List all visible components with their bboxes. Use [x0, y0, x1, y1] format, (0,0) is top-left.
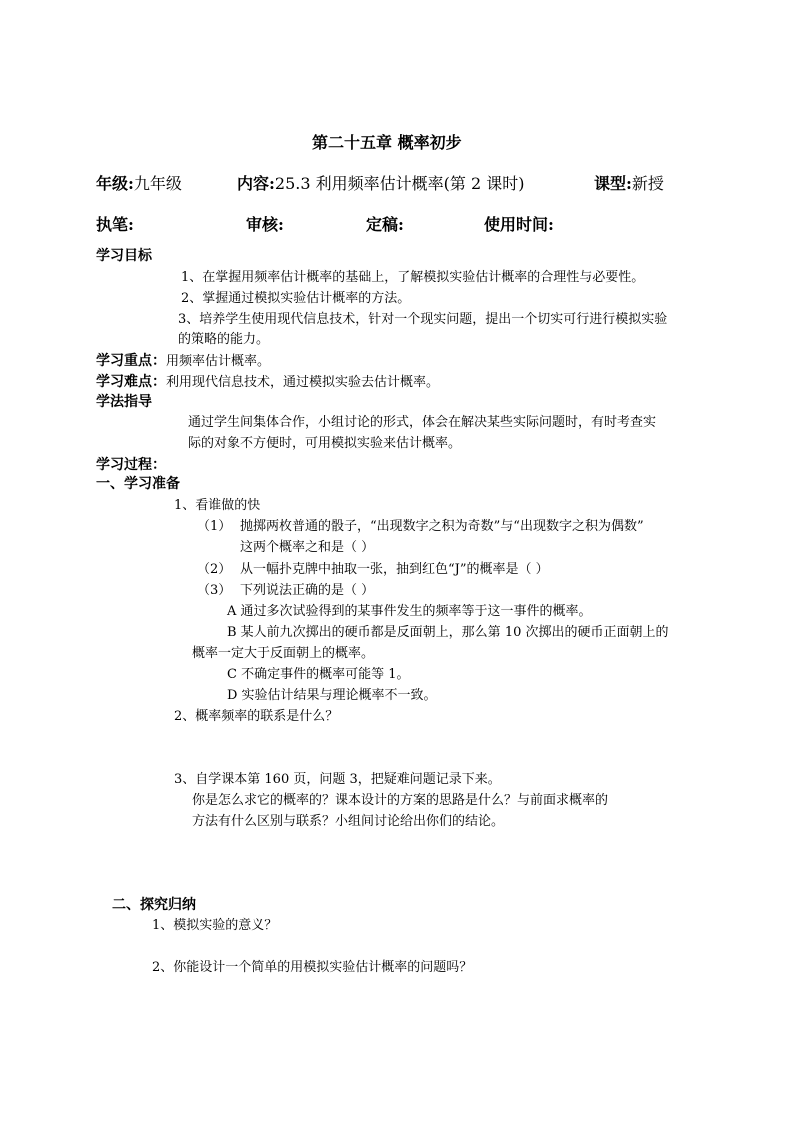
question-3: 3、自学课本第 160 页，问题 3，把疑难问题记录下来。	[174, 772, 501, 787]
method-line: 通过学生间集体合作，小组讨论的形式，体会在解决某些实际问题时，有时考查实	[188, 415, 657, 430]
goal-item-continued: 的策略的能力。	[178, 332, 270, 347]
difficulty-text: 利用现代信息技术，通过模拟实验去估计概率。	[166, 375, 440, 390]
sub-question-1-blank: 这两个概率之和是（ ）	[240, 540, 375, 555]
section2-question-2: 2、你能设计一个简单的用模拟实验估计概率的问题吗？	[152, 960, 473, 975]
method-line: 际的对象不方便时，可用模拟实验来估计概率。	[188, 436, 462, 451]
time-label: 使用时间:	[484, 215, 554, 234]
sub-question-number: （1）	[197, 519, 232, 534]
goal-item: 3、培养学生使用现代信息技术，针对一个现实问题，提出一个切实可行进行模拟实验	[178, 312, 668, 327]
goal-item: 2、掌握通过模拟实验估计概率的方法。	[181, 291, 411, 306]
section2-question-1: 1、模拟实验的意义？	[152, 918, 278, 933]
sub-question-3-text: 下列说法正确的是（ ）	[240, 583, 375, 598]
sub-question-number: （3）	[197, 583, 232, 598]
difficulty	[96, 374, 439, 391]
option-b-continued: 概率一定大于反面朝上的概率。	[192, 646, 375, 661]
sub-question-1-text: 抛掷两枚普通的骰子，“出现数字之积为奇数”与“出现数字之积为偶数”	[240, 519, 644, 534]
lesson-type-label: 课型:	[594, 174, 632, 193]
method-heading: 学法指导	[96, 394, 152, 410]
sub-question-2-text: 从一幅扑克牌中抽取一张，抽到红色“J”的概率是（ ）	[240, 562, 549, 577]
section1-heading: 一、学习准备	[96, 476, 180, 492]
option-a: A 通过多次试验得到的某事件发生的频率等于这一事件的概率。	[227, 604, 592, 619]
lesson-type-value: 新授	[631, 174, 664, 193]
goals-heading: 学习目标	[96, 248, 152, 264]
grade-label: 年级:	[96, 174, 134, 193]
author-label: 执笔:	[96, 215, 134, 234]
option-c: C 不确定事件的概率可能等 1。	[227, 667, 410, 682]
content-value: 25.3 利用频率估计概率(第 2 课时)	[274, 174, 525, 193]
sub-question-number: （2）	[197, 562, 232, 577]
question-3-detail: 你是怎么求它的概率的？课本设计的方案的思路是什么？与前面求概率的	[192, 793, 609, 808]
option-b: B 某人前九次掷出的硬币都是反面朝上，那么第 10 次掷出的硬币正面朝上的	[227, 625, 669, 640]
option-d: D 实验估计结果与理论概率不一致。	[227, 688, 437, 703]
grade-value: 九年级	[133, 174, 182, 193]
question-1: 1、看谁做的快	[174, 498, 261, 513]
content-label: 内容:	[237, 174, 275, 193]
key-point-label: 学习重点：	[96, 353, 166, 369]
section2-heading: 二、探究归纳	[112, 897, 196, 913]
goal-item: 1、在掌握用频率估计概率的基础上，了解模拟实验估计概率的合理性与必要性。	[181, 270, 645, 285]
process-heading: 学习过程：	[96, 457, 166, 473]
content-field	[237, 174, 524, 193]
final-label: 定稿:	[366, 215, 404, 234]
review-label: 审核:	[246, 215, 284, 234]
difficulty-label: 学习难点：	[96, 374, 166, 390]
key-point-text: 用频率估计概率。	[166, 354, 271, 369]
question-2: 2、概率频率的联系是什么？	[174, 709, 339, 724]
page-title: 第二十五章 概率初步	[312, 133, 462, 152]
question-3-detail: 方法有什么区别与联系？小组间讨论给出你们的结论。	[192, 814, 505, 829]
grade-field	[96, 174, 182, 193]
lesson-type-field	[594, 174, 664, 193]
key-point	[96, 353, 270, 370]
